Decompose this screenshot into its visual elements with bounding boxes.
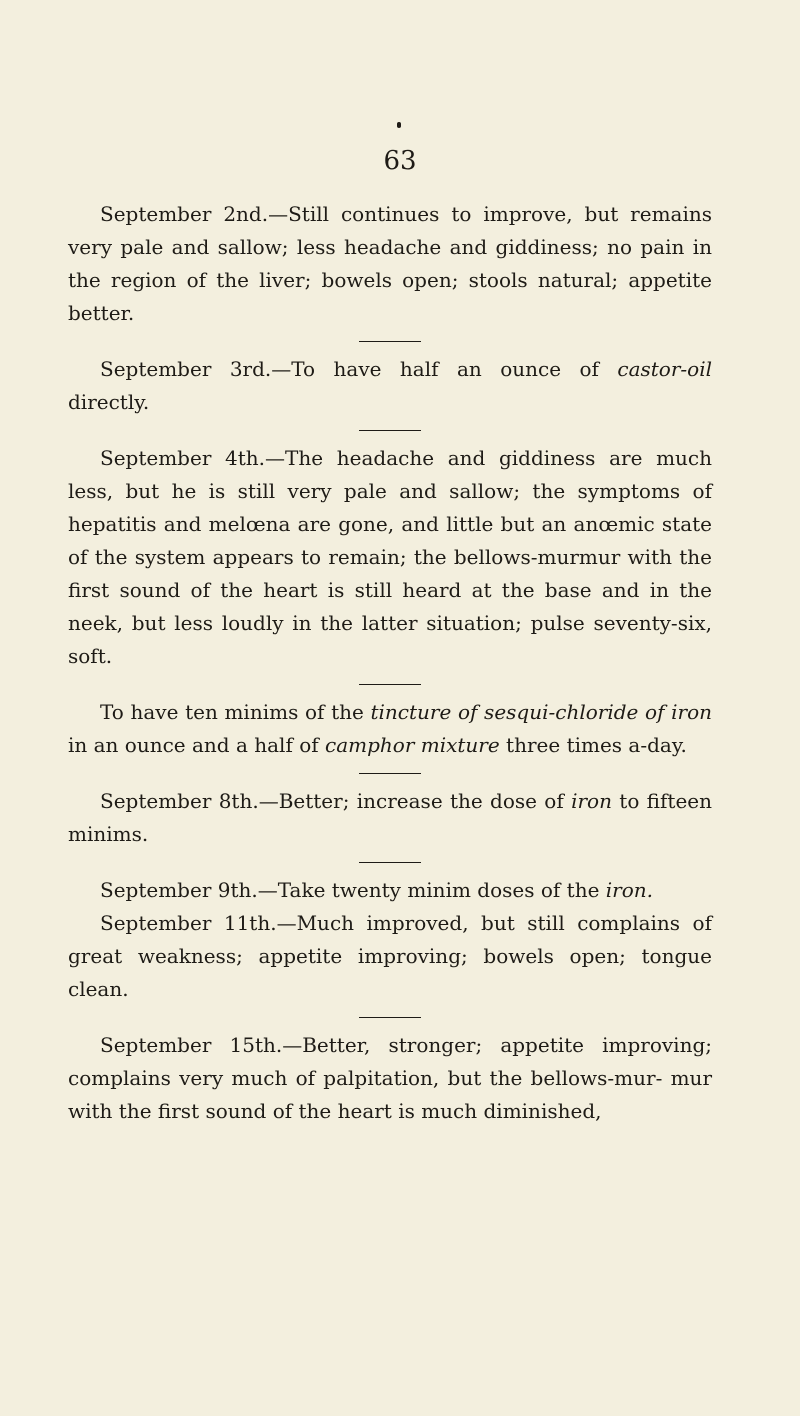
entry-september-4 xyxy=(68,442,712,673)
entry-text: —Take twenty minim doses of the xyxy=(257,878,606,902)
page-body xyxy=(68,198,712,1128)
entry-september-11 xyxy=(68,907,712,1006)
entry-september-9 xyxy=(68,874,712,907)
prescription-text: three times a-day. xyxy=(499,733,687,757)
entry-italic-text: iron xyxy=(571,789,612,813)
section-divider xyxy=(359,430,421,431)
page-number: 63 xyxy=(383,146,417,176)
section-divider xyxy=(359,773,421,774)
entry-date: September 4th. xyxy=(100,446,266,470)
section-divider xyxy=(359,862,421,863)
entry-date: September 8th. xyxy=(100,789,259,813)
prescription-italic-text: tincture of sesqui-chloride of iron xyxy=(370,700,712,724)
entry-italic-text: iron. xyxy=(605,878,654,902)
entry-date: September 2nd. xyxy=(100,202,269,226)
entry-september-2 xyxy=(68,198,712,330)
entry-date: September 15th. xyxy=(100,1033,283,1057)
entry-text: —To have half an ounce of xyxy=(271,357,618,381)
entry-date: September 3rd. xyxy=(100,357,272,381)
entry-september-3 xyxy=(68,353,712,419)
entry-text: —Still continues to improve, but remains very pale and sallow; less headache and giddiness; no pain in the region of the liver; bowels open; stools natural; appetite better. xyxy=(68,202,713,325)
entry-text: —The headache and giddiness are much less, but he is still very pale and sallow; the symptoms of hepatitis and melœna are gone, and little but an anœmic state of the system appears to remain; the bellows-murmur with the first sound of the heart is still heard at the base and in the neek, but less loudly in the latter situation; pulse seventy-six, soft. xyxy=(68,446,712,668)
entry-text: —Much improved, but still complains of great weakness; appetite improving; bowels open; tongue clean. xyxy=(68,911,712,1001)
entry-september-8 xyxy=(68,785,712,851)
prescription-text: in an ounce and a half of xyxy=(68,733,326,757)
entry-italic-text: castor-oil xyxy=(617,357,712,381)
section-divider xyxy=(359,1017,421,1018)
entry-september-15 xyxy=(68,1029,712,1128)
entry-text: —Better; increase the dose of xyxy=(258,789,572,813)
section-divider xyxy=(359,341,421,342)
entry-date: September 11th. xyxy=(100,911,277,935)
entry-date: September 9th. xyxy=(100,878,258,902)
entry-text: —Better, stronger; appetite improving; complains very much of palpitation, but the bellows-mur- mur with the first sound of the heart is much diminished, xyxy=(68,1033,712,1123)
entry-text: to fifteen minims. xyxy=(68,789,713,846)
entry-text: directly. xyxy=(68,390,150,414)
section-divider xyxy=(359,684,421,685)
prescription xyxy=(68,696,712,762)
prescription-italic-text: camphor mixture xyxy=(325,733,500,757)
ink-speck xyxy=(397,122,401,128)
prescription-text: To have ten minims of the xyxy=(100,700,371,724)
